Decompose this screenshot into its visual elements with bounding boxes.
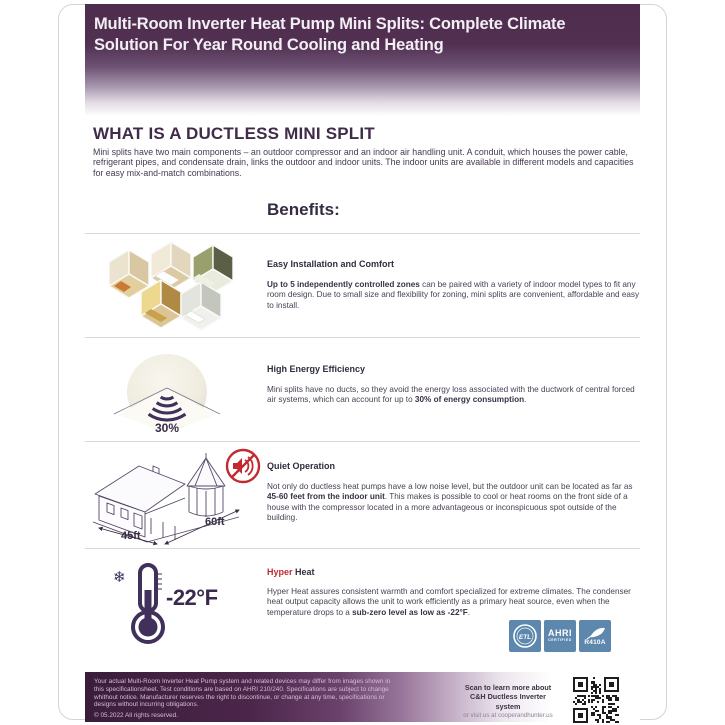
- benefit-body-hyper-heat: Hyper Heat assures consistent warmth and comfort specialized for extreme climates. The condenser heat output capacity allows the unit to work efficiently as a primary heat source, even when the temperature drops to a sub-zero level as low as -22°F.: [267, 587, 631, 617]
- page-title: Multi-Room Inverter Heat Pump Mini Splits: Complete Climate Solution For Year Round Cooling and Heating: [94, 15, 566, 55]
- benefit-title-energy-efficiency: High Energy Efficiency: [267, 364, 366, 374]
- benefit-body-quiet-operation: Not only do ductless heat pumps have a low noise level, but the outdoor unit can be located as far as 45-60 feet from the indoor unit. This makes is possible to cool or heat rooms on the front side of a house with the compressor located in a more advantageous or inconspicuous spot outside of the building.: [267, 482, 633, 523]
- no-noise-icon: [224, 447, 262, 485]
- ahri-certified-label: CERTIFIED: [548, 638, 572, 642]
- etl-label: ETL: [518, 634, 532, 641]
- divider: [85, 441, 640, 442]
- footer-disclaimer: Your actual Multi-Room Inverter Heat Pump system and related devices may differ from images shown in this specificationsheet. Test conditions are based on AHRI 210/240. Specifications are subject to change whithout notice. Manufacturer reserves the right to discontinue, or change at any time, specifications or designs without incurring obligations.: [94, 678, 391, 709]
- benefit-body-easy-installation: Up to 5 independently controlled zones can be paired with a variety of indoor model types to fit any room design. Due to small size and flexibility for zoning, mini splits are convenient, affordable and easy to install.: [267, 280, 640, 310]
- divider: [85, 548, 640, 549]
- header-banner: [85, 4, 640, 116]
- footer-banner: [85, 672, 640, 722]
- divider: [85, 233, 640, 234]
- divider: [85, 337, 640, 338]
- intro-body: Mini splits have two main components – an outdoor compressor and an indoor air handling unit. A conduit, which houses the power cable, refrigerant pipes, and condensate drain, links the outdoor and indoor units. The indoor units are available in different models and capacities for easy mix-and-match combinations.: [93, 147, 634, 178]
- benefit-title-quiet-operation: Quiet Operation: [267, 461, 336, 471]
- etl-badge: [509, 620, 541, 652]
- room-zones-illustration: [93, 240, 243, 334]
- benefit-title-hyper-heat: Hyper Heat: [267, 567, 315, 577]
- scan-info: [460, 683, 556, 719]
- benefit-title-easy-installation: Easy Installation and Comfort: [267, 259, 395, 269]
- qr-code: [573, 677, 619, 723]
- ahri-badge: [544, 620, 576, 652]
- intro-heading: WHAT IS A DUCTLESS MINI SPLIT: [93, 124, 375, 143]
- energy-savings-sphere-illustration: [110, 352, 220, 438]
- scan-line3: or visit us at cooperandhunter.us: [463, 712, 553, 720]
- certification-badges: [509, 620, 611, 652]
- dimension-left-label: 45ft: [121, 530, 141, 542]
- spec-sheet: [85, 0, 640, 725]
- snowflake-icon: ❄: [113, 569, 126, 586]
- scan-line1: Scan to learn more about: [464, 683, 552, 692]
- benefit-body-energy-efficiency: Mini splits have no ducts, so they avoid the energy loss associated with the ductwork of central forced air systems, which can account for up to 30% of energy consumption.: [267, 385, 635, 405]
- temperature-label: -22°F: [166, 585, 218, 610]
- r410a-badge: [579, 620, 611, 652]
- dimension-right-label: 60ft: [205, 516, 225, 528]
- ahri-label: AHRI: [548, 628, 572, 638]
- benefits-heading: Benefits:: [267, 200, 340, 219]
- r410a-label: R410A: [584, 639, 606, 646]
- footer-copyright: © 05.2022 All rights reserved.: [94, 712, 178, 719]
- scan-line2: C&H Ductless Inverter system: [470, 692, 546, 711]
- energy-stat-label: 30%: [154, 421, 180, 435]
